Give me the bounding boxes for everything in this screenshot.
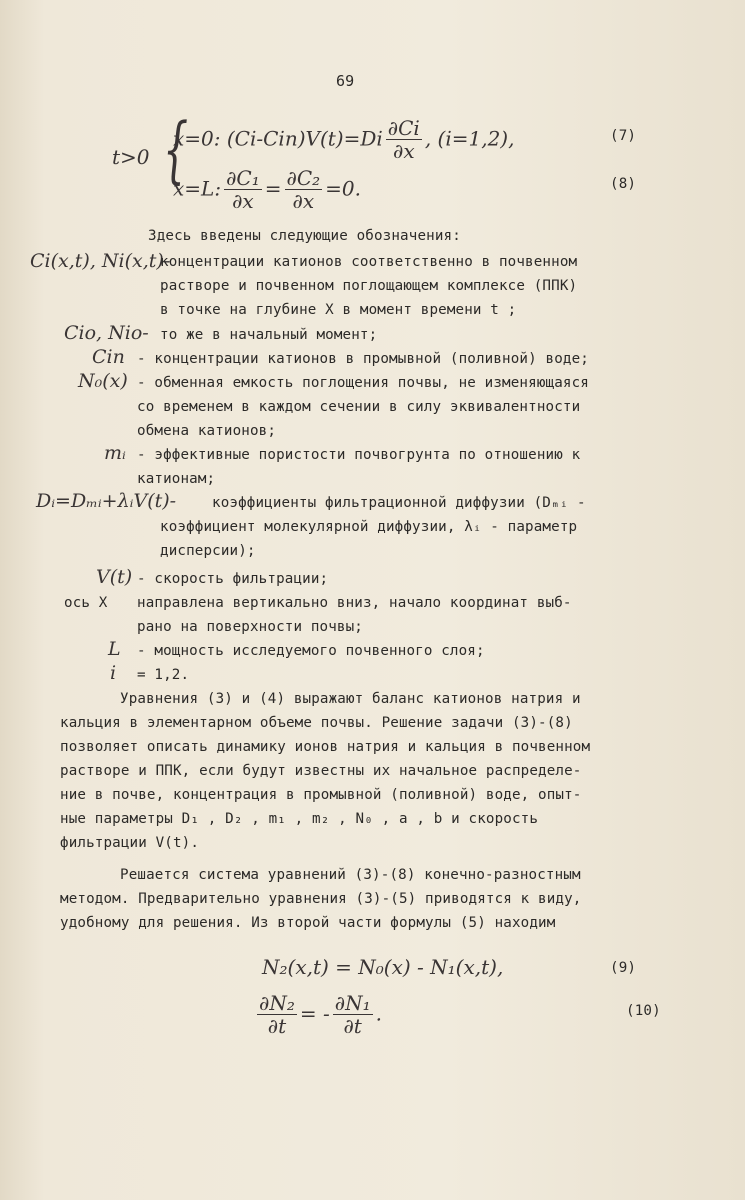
paragraph-line: Решается система уравнений (3)-(8) конечно-разностным xyxy=(120,867,581,883)
definition-symbol: Dᵢ=Dₘᵢ+λᵢV(t)- xyxy=(36,490,177,512)
definition-symbol: N₀(x) xyxy=(78,370,128,392)
definition-line: растворе и почвенном поглощающем комплексе (ППК) xyxy=(160,278,578,294)
definition-line: - эффективные пористости почвогрунта по отношению к xyxy=(137,447,581,463)
definition-line: то же в начальный момент; xyxy=(160,327,378,343)
definition-line: концентрации катионов соответственно в почвенном xyxy=(160,254,578,270)
definition-symbol: mᵢ xyxy=(104,442,126,464)
equation-8-number: (8) xyxy=(610,176,637,192)
equation-8-equals: = xyxy=(264,176,282,201)
fraction-numerator: ∂Ci xyxy=(387,116,420,140)
definition-line: дисперсии); xyxy=(160,543,256,559)
definition-line: - скорость фильтрации; xyxy=(137,571,329,587)
definition-symbol: Cio, Nio- xyxy=(64,322,149,344)
paragraph-line: растворе и ППК, если будут известны их начальное распределе- xyxy=(60,763,582,779)
definitions-intro: Здесь введены следующие обозначения: xyxy=(148,228,461,244)
definition-line: - мощность исследуемого почвенного слоя; xyxy=(137,643,485,659)
definition-line: = 1,2. xyxy=(137,667,190,683)
equation-7 xyxy=(173,118,514,162)
fraction-denominator: ∂x xyxy=(392,139,415,163)
equation-10-number: (10) xyxy=(626,1003,661,1019)
definition-symbol: ось X xyxy=(64,595,108,611)
equation-8-text: x=L: xyxy=(173,176,222,201)
definition-line: - обменная емкость поглощения почвы, не изменяющаяся xyxy=(137,375,589,391)
equation-10-tail: . xyxy=(375,1001,382,1026)
fraction-numerator: ∂C₂ xyxy=(286,166,321,190)
fraction-denominator: ∂x xyxy=(232,189,254,213)
paragraph-line: Уравнения (3) и (4) выражают баланс катионов натрия и xyxy=(120,691,581,707)
definition-line: направлена вертикально вниз, начало координат выб- xyxy=(137,595,572,611)
equation-9: N₂(x,t) = N₀(x) - N₁(x,t), xyxy=(262,955,504,979)
paragraph-line: кальция в элементарном объеме почвы. Решение задачи (3)-(8) xyxy=(60,715,573,731)
definition-symbol: L xyxy=(108,638,121,660)
page-number: 69 xyxy=(336,72,355,90)
equation-9-number: (9) xyxy=(610,960,637,976)
definition-line: со временем в каждом сечении в силу эквивалентности xyxy=(137,399,581,415)
definition-symbol: Cin xyxy=(92,346,125,368)
fraction-numerator: ∂C₁ xyxy=(226,166,260,190)
fraction-denominator: ∂x xyxy=(292,189,315,213)
equation-condition: t>0 xyxy=(112,145,150,169)
equation-8 xyxy=(173,168,361,212)
equation-8-fraction-1 xyxy=(224,168,262,212)
definition-symbol: Ci(x,t), Ni(x,t)- xyxy=(30,250,171,272)
equation-10 xyxy=(254,993,382,1037)
fraction-denominator: ∂t xyxy=(267,1014,287,1038)
equation-brace: { xyxy=(163,107,189,191)
definition-line: в точке на глубине X в момент времени t ; xyxy=(160,302,517,318)
equation-7-number: (7) xyxy=(610,128,637,144)
definition-line: рано на поверхности почвы; xyxy=(137,619,363,635)
equation-7-fraction xyxy=(386,118,422,162)
definition-symbol: i xyxy=(110,662,117,684)
equation-7-text: x=0: (Ci-Cin)V(t)=Di xyxy=(173,126,383,151)
paragraph-line: ные параметры D₁ , D₂ , m₁ , m₂ , N₀ , a , b и скорость xyxy=(60,811,539,827)
equation-8-fraction-2 xyxy=(285,168,323,212)
equation-8-tail: =0. xyxy=(325,176,362,201)
equation-7-tail: , (i=1,2), xyxy=(424,126,515,151)
definition-line: обмена катионов; xyxy=(137,423,277,439)
fraction-denominator: ∂t xyxy=(343,1014,362,1038)
equation-10-middle: = - xyxy=(299,1001,330,1026)
definition-line: катионам; xyxy=(137,471,216,487)
paragraph-line: позволяет описать динамику ионов натрия и кальция в почвенном xyxy=(60,739,591,755)
definition-line: - концентрации катионов в промывной (поливной) воде; xyxy=(137,351,589,367)
paragraph-line: удобному для решения. Из второй части формулы (5) находим xyxy=(60,915,556,931)
equation-10-fraction-1 xyxy=(257,993,297,1037)
definition-line: коэффициент молекулярной диффузии, λᵢ - параметр xyxy=(160,519,578,535)
paragraph-line: методом. Предварительно уравнения (3)-(5) приводятся к виду, xyxy=(60,891,582,907)
paragraph-line: фильтрации V(t). xyxy=(60,835,200,851)
fraction-numerator: ∂N₂ xyxy=(259,991,295,1015)
paragraph-line: ние в почве, концентрация в промывной (поливной) воде, опыт- xyxy=(60,787,582,803)
fraction-numerator: ∂N₁ xyxy=(334,991,371,1015)
definition-symbol: V(t) xyxy=(96,566,133,588)
definition-line: коэффициенты фильтрационной диффузии (Dₘᵢ - xyxy=(212,495,586,511)
equation-10-fraction-2 xyxy=(333,993,373,1037)
